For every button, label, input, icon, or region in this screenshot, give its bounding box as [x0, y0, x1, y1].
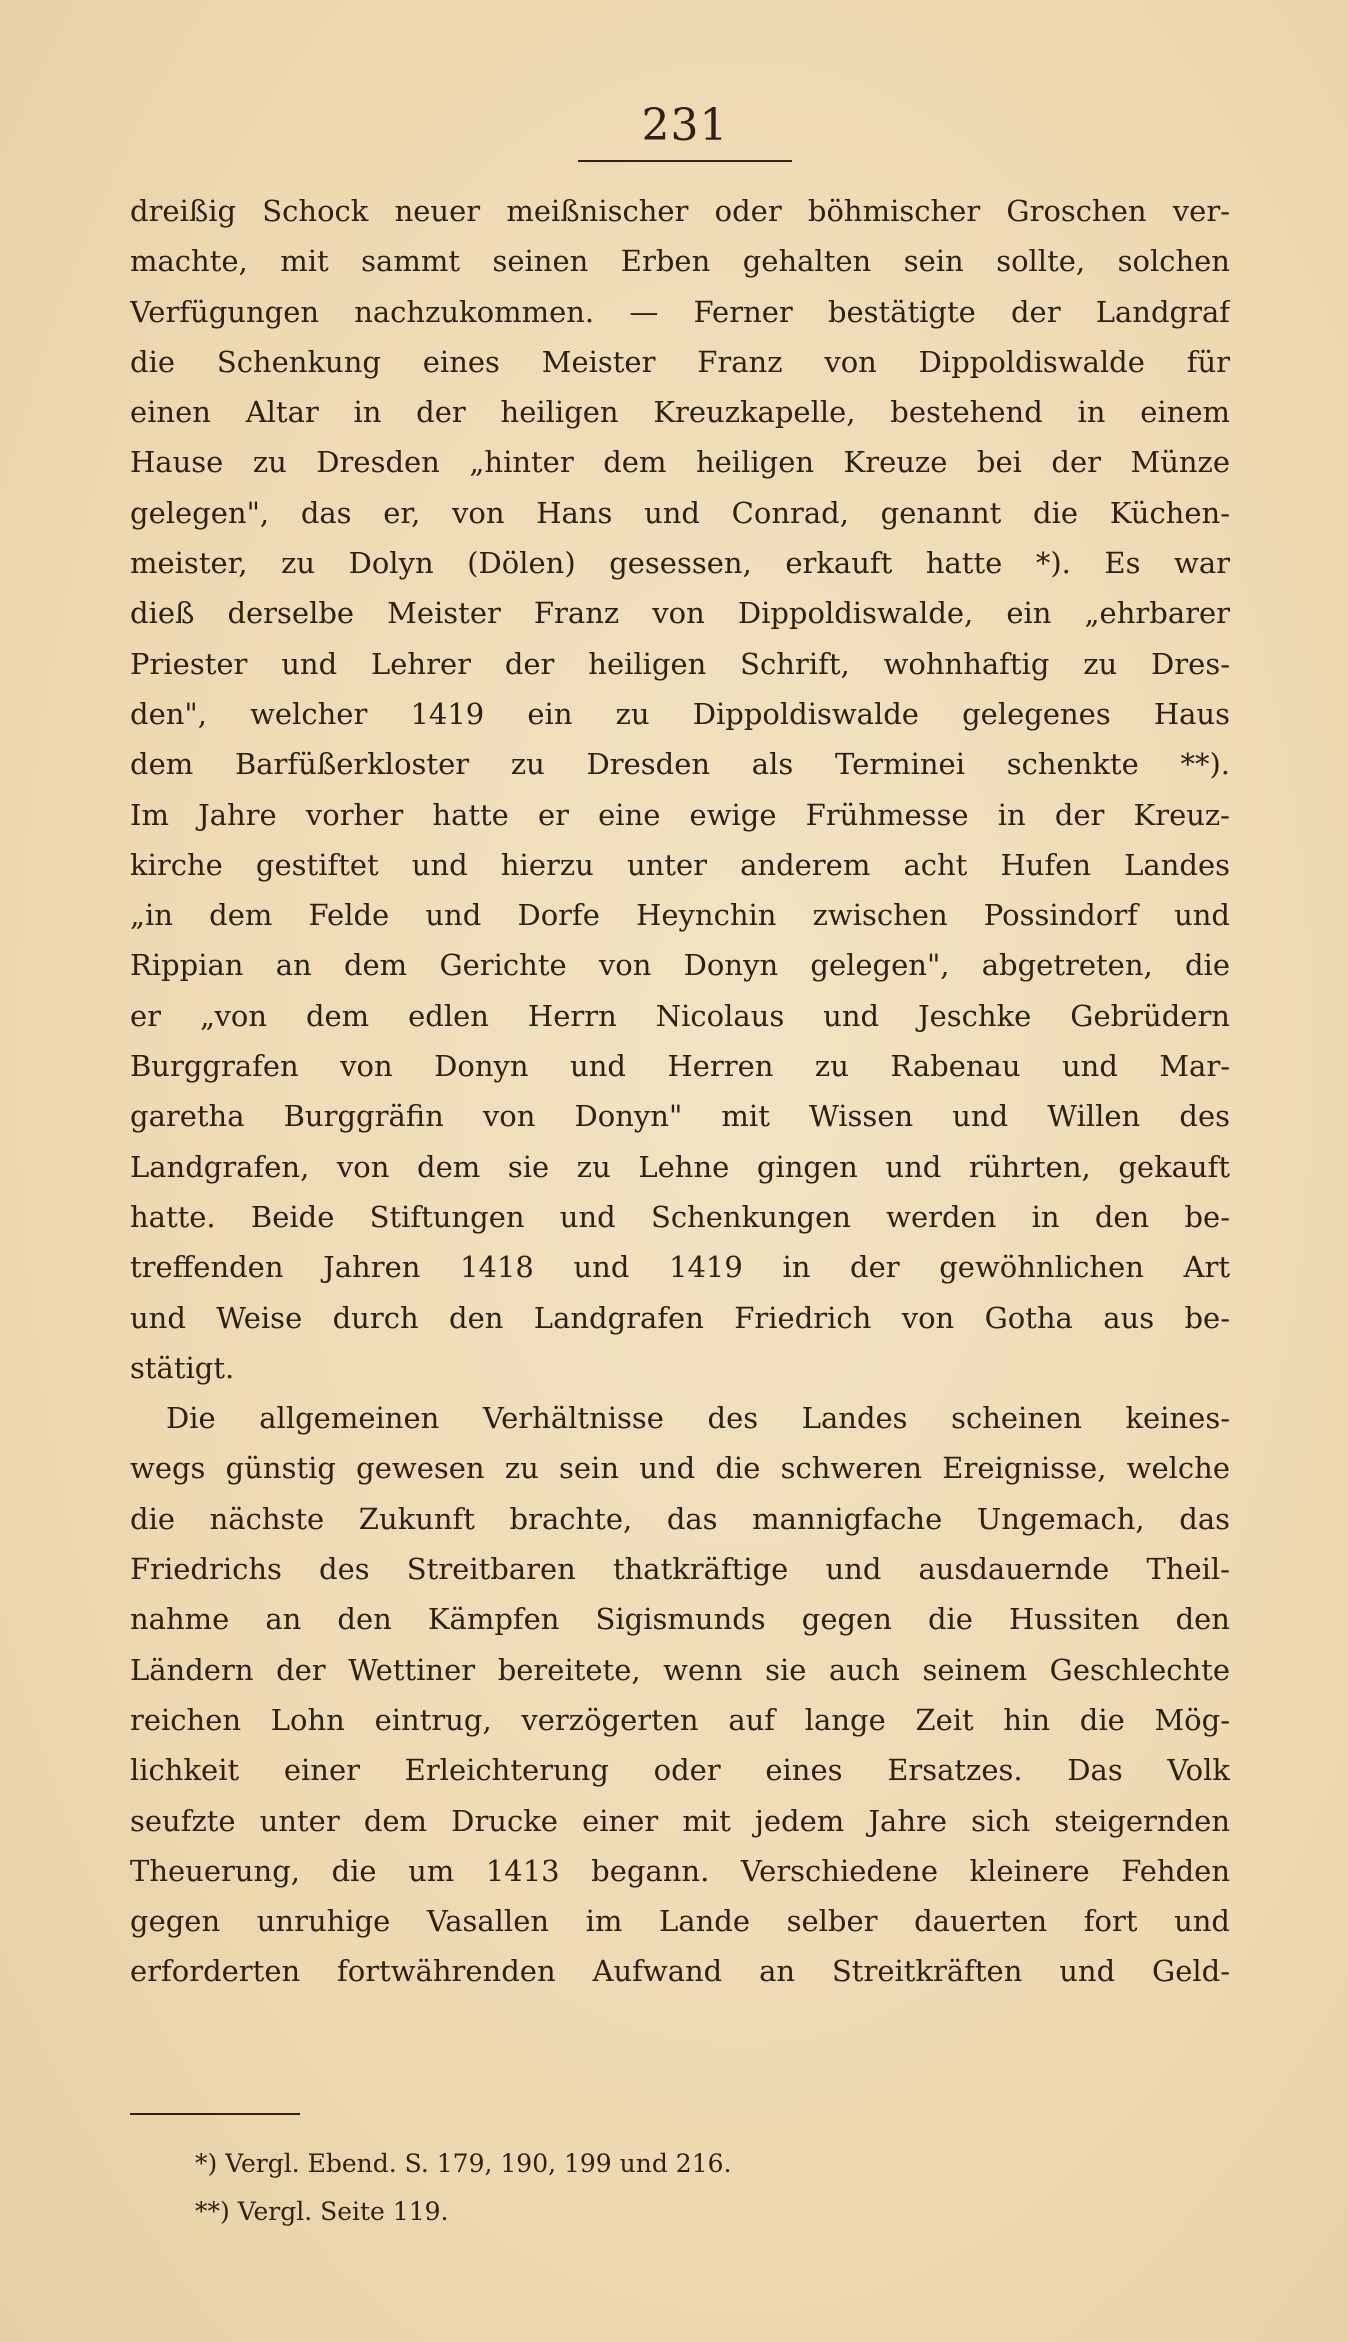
- text-line: Verfügungen nachzukommen. — Ferner bestätigte der Landgraf: [130, 294, 1230, 329]
- text-line: Rippian an dem Gerichte von Donyn gelegen", abgetreten, die: [130, 948, 1230, 983]
- text-line: stätigt.: [130, 1350, 235, 1385]
- text-line: einen Altar in der heiligen Kreuzkapelle, bestehend in einem: [130, 395, 1230, 430]
- text-line: er „von dem edlen Herrn Nicolaus und Jeschke Gebrüdern: [130, 998, 1230, 1033]
- text-line: nahme an den Kämpfen Sigismunds gegen die Hussiten den: [130, 1602, 1230, 1637]
- text-line: Theuerung, die um 1413 begann. Verschiedene kleinere Fehden: [130, 1853, 1230, 1888]
- text-line: reichen Lohn eintrug, verzögerten auf lange Zeit hin die Mög-: [130, 1702, 1230, 1737]
- text-line: die nächste Zukunft brachte, das mannigfache Ungemach, das: [130, 1501, 1230, 1536]
- page-number: 231: [641, 100, 729, 151]
- text-line: Ländern der Wettiner bereitete, wenn sie auch seinem Geschlechte: [130, 1652, 1230, 1687]
- text-line: gegen unruhige Vasallen im Lande selber dauerten fort und: [130, 1904, 1230, 1939]
- paragraph-start-line: Die allgemeinen Verhältnisse des Landes scheinen keines-: [166, 1401, 1230, 1436]
- text-line: Priester und Lehrer der heiligen Schrift, wohnhaftig zu Dres-: [130, 646, 1230, 681]
- text-line: Hause zu Dresden „hinter dem heiligen Kreuze bei der Münze: [130, 445, 1230, 480]
- text-line: dem Barfüßerkloster zu Dresden als Terminei schenkte **).: [130, 747, 1230, 782]
- footnote: **) Vergl. Seite 119.: [195, 2197, 449, 2226]
- body-text: [130, 186, 1230, 1997]
- text-line: dreißig Schock neuer meißnischer oder böhmischer Groschen ver-: [130, 194, 1230, 228]
- text-line: den", welcher 1419 ein zu Dippoldiswalde gelegenes Haus: [130, 696, 1230, 731]
- footnote-rule: [130, 2113, 300, 2115]
- text-line: dieß derselbe Meister Franz von Dippoldiswalde, ein „ehrbarer: [130, 596, 1230, 631]
- text-line: kirche gestiftet und hierzu unter anderem acht Hufen Landes: [130, 847, 1230, 882]
- text-line: erforderten fortwährenden Aufwand an Streitkräften und Geld-: [130, 1954, 1230, 1989]
- text-line: Im Jahre vorher hatte er eine ewige Frühmesse in der Kreuz-: [130, 797, 1230, 832]
- text-line: treffenden Jahren 1418 und 1419 in der gewöhnlichen Art: [130, 1250, 1230, 1285]
- text-line: hatte. Beide Stiftungen und Schenkungen werden in den be-: [130, 1199, 1230, 1234]
- text-line: Landgrafen, von dem sie zu Lehne gingen und rührten, gekauft: [130, 1149, 1230, 1184]
- text-line: seufzte unter dem Drucke einer mit jedem Jahre sich steigernden: [130, 1803, 1230, 1838]
- text-line: Friedrichs des Streitbaren thatkräftige und ausdauernde Theil-: [130, 1552, 1230, 1587]
- text-line: machte, mit sammt seinen Erben gehalten sein sollte, solchen: [130, 244, 1230, 279]
- text-line: wegs günstig gewesen zu sein und die schweren Ereignisse, welche: [130, 1451, 1230, 1486]
- text-line: die Schenkung eines Meister Franz von Dippoldiswalde für: [130, 344, 1230, 379]
- text-line: meister, zu Dolyn (Dölen) gesessen, erkauft hatte *). Es war: [130, 546, 1230, 581]
- header-rule: [578, 160, 792, 162]
- footnotes: [195, 2140, 1095, 2236]
- text-line: lichkeit einer Erleichterung oder eines Ersatzes. Das Volk: [130, 1753, 1230, 1788]
- text-line: gelegen", das er, von Hans und Conrad, genannt die Küchen-: [130, 495, 1230, 530]
- text-line: garetha Burggräfin von Donyn" mit Wissen und Willen des: [130, 1099, 1230, 1134]
- text-line: „in dem Felde und Dorfe Heynchin zwischen Possindorf und: [130, 898, 1230, 933]
- text-line: und Weise durch den Landgrafen Friedrich von Gotha aus be-: [130, 1300, 1230, 1335]
- text-line: Burggrafen von Donyn und Herren zu Rabenau und Mar-: [130, 1049, 1230, 1084]
- footnote: *) Vergl. Ebend. S. 179, 190, 199 und 216.: [195, 2149, 732, 2178]
